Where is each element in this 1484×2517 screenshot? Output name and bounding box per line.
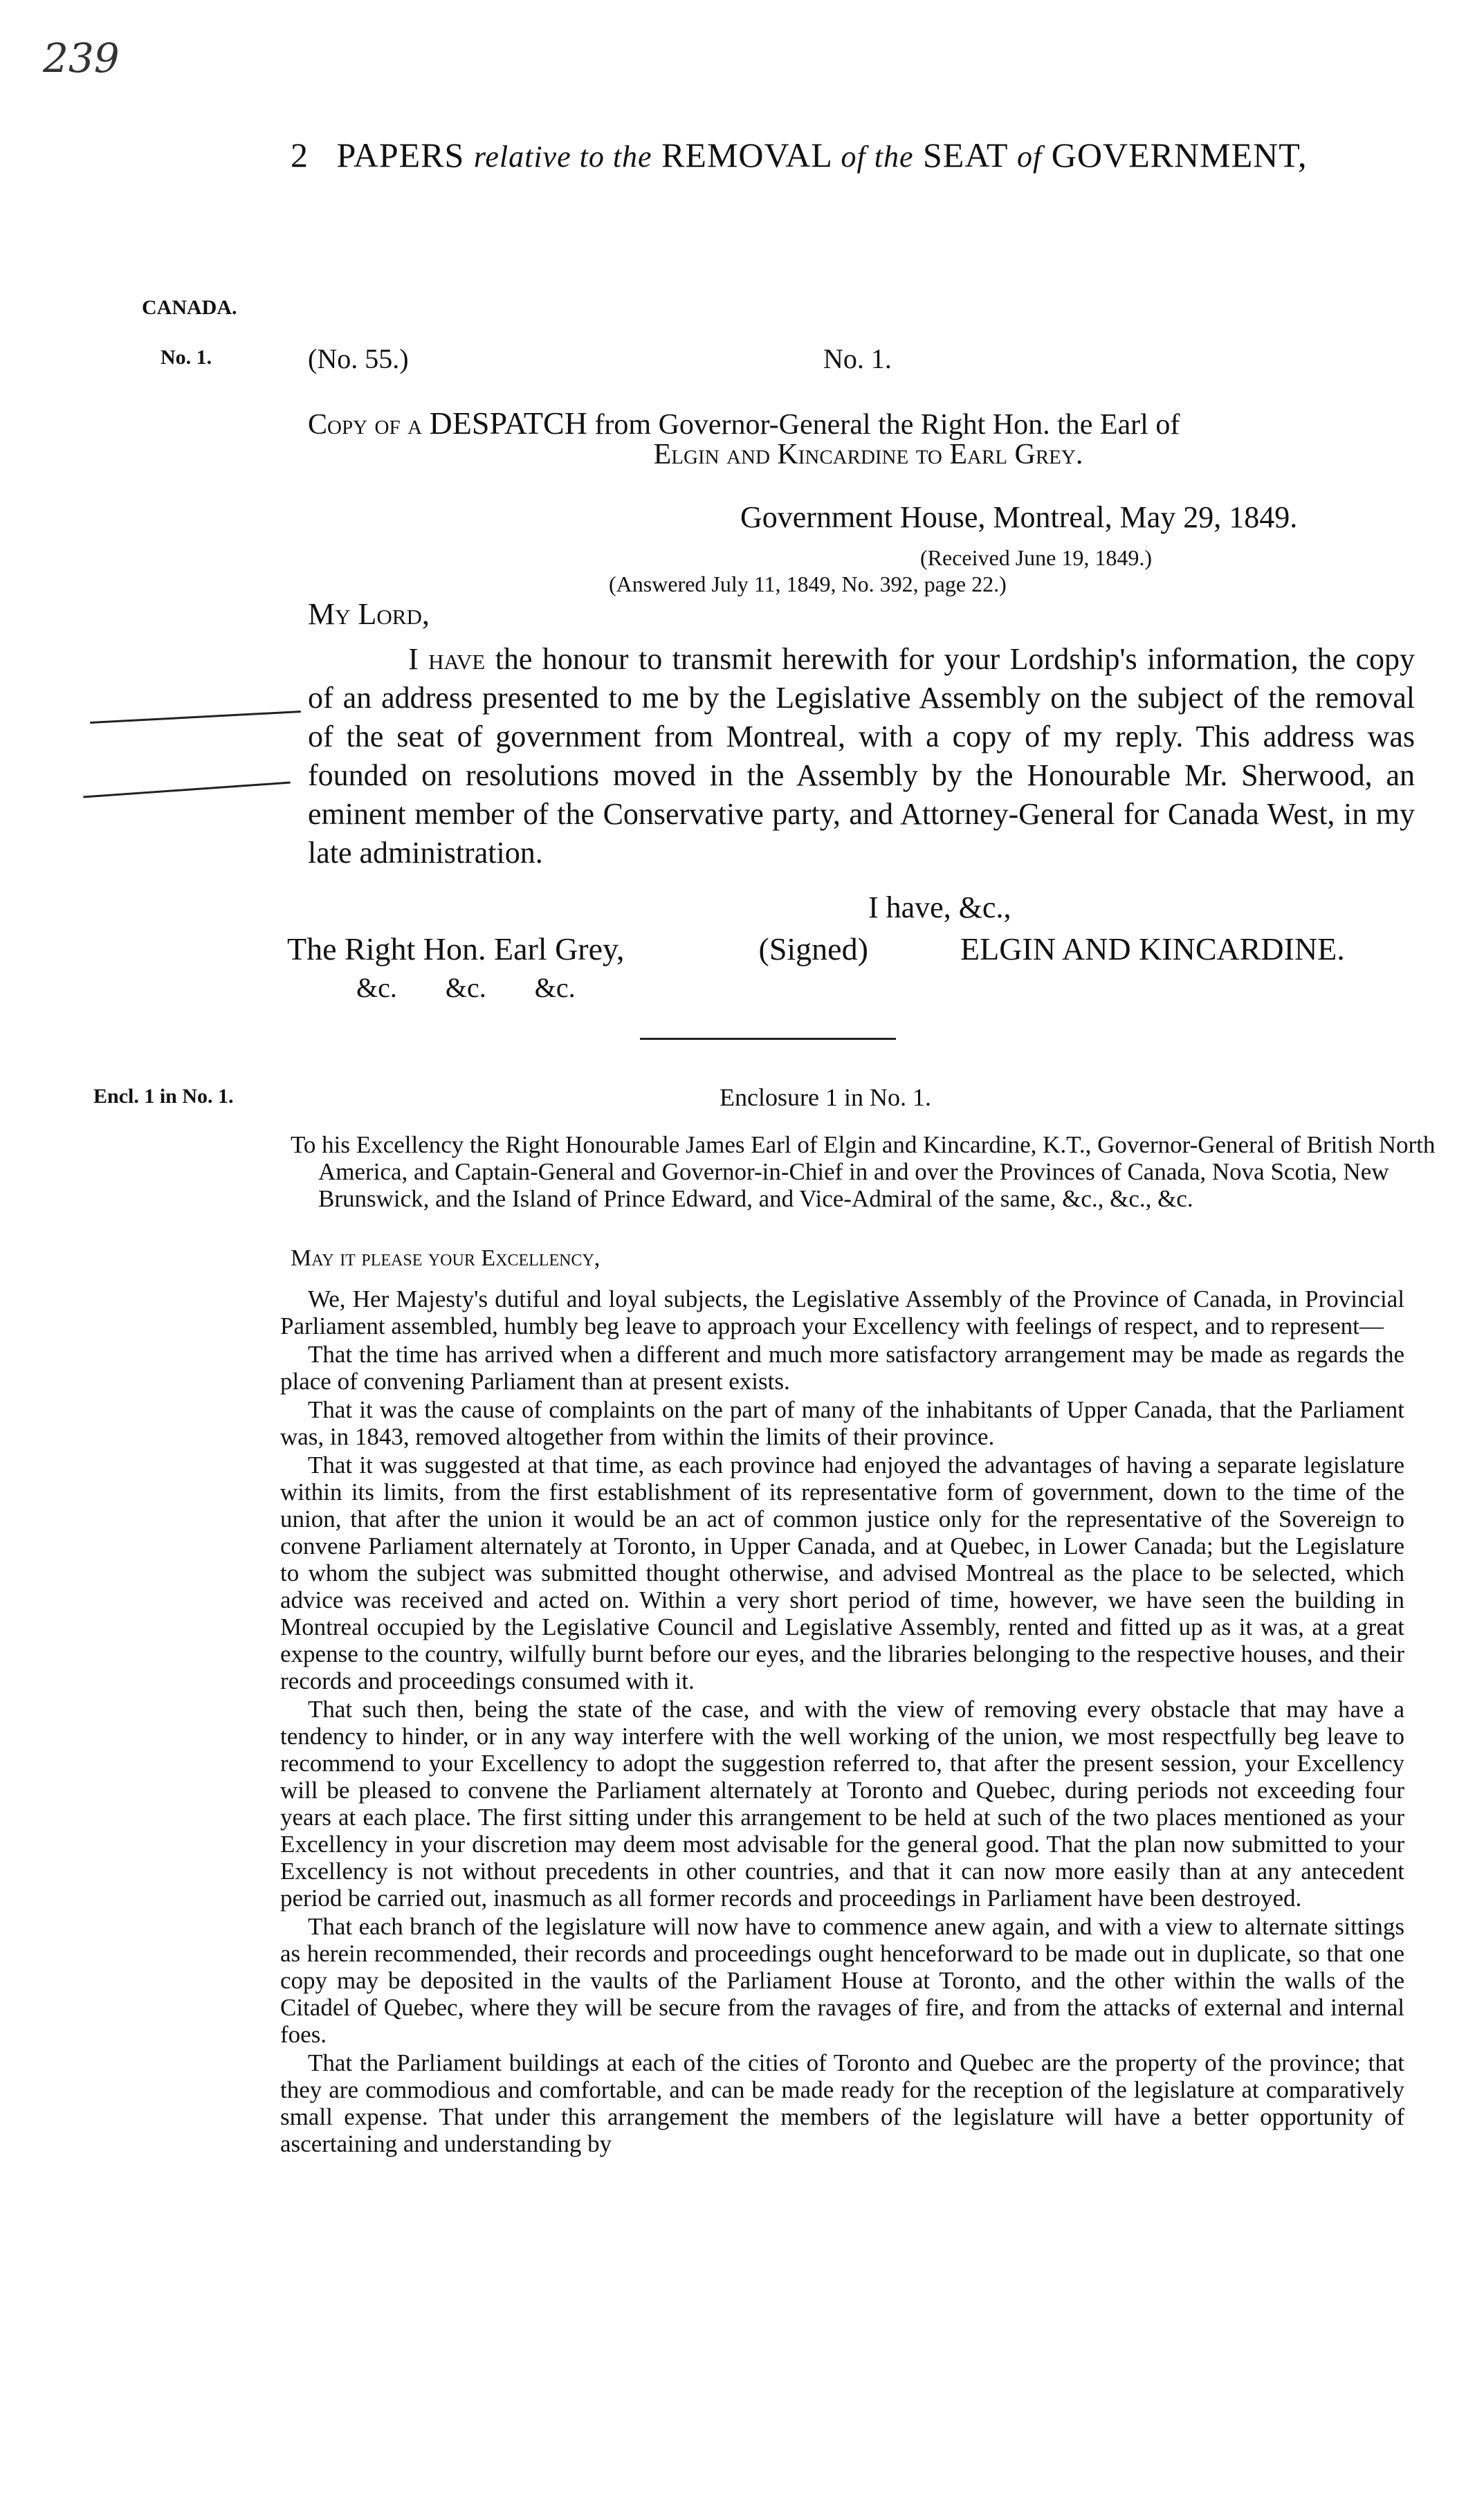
running-head-part: PAPERS (336, 136, 465, 174)
recipient-etc: &c. &c. &c. (356, 972, 576, 1003)
running-head-part: SEAT (922, 136, 1008, 174)
despatch-number: No. 1. (823, 343, 892, 374)
enclosure-heading: Enclosure 1 in No. 1. (720, 1083, 931, 1111)
dateline: Government House, Montreal, May 29, 1849. (740, 500, 1298, 534)
enclosure-greeting: May it please your Excellency, (291, 1245, 601, 1271)
signed-label: (Signed) (758, 931, 868, 967)
title-despatch: DESPATCH (429, 405, 587, 441)
received-note: (Received June 19, 1849.) (920, 545, 1153, 570)
margin-number: No. 1. (161, 346, 212, 369)
section-rule (640, 1038, 896, 1040)
title-copy: Copy of a (308, 409, 423, 441)
running-head-part: of (1017, 140, 1043, 174)
margin-pen-stroke (83, 782, 290, 798)
enclosure-paragraph: We, Her Majesty's dutiful and loyal subjects, the Legislative Assembly of the Province of Canada, in Provincial Parliament assembled, humbly beg leave to approach your Excellency with feelings of respect, and to represent— (280, 1285, 1404, 1339)
enclosure-paragraph: That each branch of the legislature will now have to commence anew again, and with a view to alternate sittings as herein recommended, their records and proceedings ought henceforward to be made out in duplicate, so that one copy may be deposited in the vaults of the Parliament House at Toronto, and the other within the walls of the Citadel of Quebec, where they will be secure from the ravages of fire, and from the attacks of external and internal foes. (280, 1913, 1404, 2048)
running-head-part: relative to the (473, 140, 652, 174)
closing: I have, &c., (868, 890, 1011, 924)
signature-line (287, 931, 1422, 967)
salutation: My Lord, (308, 597, 430, 631)
running-head-part: REMOVAL (661, 136, 832, 174)
enclosure-paragraph: That the time has arrived when a different and much more satisfactory arrangement may be made as regards the place of convening Parliament than at present exists. (280, 1341, 1404, 1395)
despatch-title (308, 405, 1429, 441)
signature: ELGIN AND KINCARDINE. (960, 931, 1345, 967)
enclosure-paragraph: That it was suggested at that time, as each province had enjoyed the advantages of having a separate legislature within its limits, from the first establishment of its representative form of government, down to the time of the union, that after the union it would be an act of common justice only for the representative of the Sovereign to convene Parliament alternately at Toronto, in Upper Canada, and at Quebec, in Lower Canada; but the Legislature to whom the subject was submitted thought otherwise, and advised Montreal as the place to be selected, which advice was received and acted on. Within a very short period of time, however, we have seen the building in Montreal occupied by the Legislative Council and Legislative Assembly, rented and fitted up as it was, at a great expense to the country, wilfully burnt before our eyes, and the libraries belonging to the respective houses, and their records and proceedings consumed with it. (280, 1452, 1404, 1694)
body-text: the honour to transmit herewith for your Lordship's information, the copy of an address presented to me by the Legislative Assembly on the subject of the removal of the seat of government from Montreal, with a copy of my reply. This address was founded on resolutions moved in the Assembly by the Honourable Mr. Sherwood, an eminent member of the Conservative party, and Attorney-General for Canada West, in my late administration. (308, 642, 1415, 870)
enclosure-paragraph: That it was the cause of complaints on the part of many of the inhabitants of Upper Canada, that the Parliament was, in 1843, removed altogether from within the limits of their province. (280, 1396, 1404, 1450)
recipient: The Right Hon. Earl Grey, (287, 931, 625, 967)
answered-note: (Answered July 11, 1849, No. 392, page 22.) (609, 571, 1007, 596)
running-head-part: GOVERNMENT, (1051, 136, 1308, 174)
enclosure-paragraph: That such then, being the state of the case, and with the view of removing every obstacle that may have a tendency to hinder, or in any way interfere with the well working of the union, we most respectfully beg leave to recommend to your Excellency to adopt the suggestion referred to, that after the present session, your Excellency will be pleased to convene the Parliament alternately at Toronto and Quebec, during periods not exceeding four years at each place. The first sitting under this arrangement to be held at such of the two places mentioned as your Excellency in your discretion may deem most advisable for the general good. That the plan now submitted to your Excellency is not without precedents in other countries, and that it can now more easily than at any antecedent period be carried out, inasmuch as all former records and proceedings in Parliament have been destroyed. (280, 1696, 1404, 1912)
despatch-body (308, 640, 1415, 872)
despatch-title-line2: Elgin and Kincardine to Earl Grey. (653, 439, 1083, 470)
running-head (291, 135, 1432, 175)
margin-province: CANADA. (142, 296, 237, 319)
enclosure-paragraph: That the Parliament buildings at each of the cities of Toronto and Quebec are the property of the province; that they are commodious and comfortable, and can be made ready for the reception of the legislature at comparatively small expense. That under this arrangement the members of the legislature will have a better opportunity of ascertaining and understanding by (280, 2049, 1404, 2157)
enclosure-addressee: To his Excellency the Right Honourable James Earl of Elgin and Kincardine, K.T., Governor-General of British North America, and Captain-General and Governor-in-Chief in and over the Provinces of Canada, Nova Scotia, New Brunswick, and the Island of Prince Edward, and Vice-Admiral of the same, &c., &c., &c. (291, 1131, 1436, 1212)
enclosure-text (280, 1285, 1404, 2159)
despatch-reference: (No. 55.) (308, 343, 409, 374)
page-number: 2 (291, 136, 309, 174)
pencil-folio-number: 239 (43, 35, 120, 82)
margin-enclosure: Encl. 1 in No. 1. (93, 1085, 234, 1108)
running-head-part: of the (841, 140, 914, 174)
title-rest: from Governor-General the Right Hon. the Earl of (594, 409, 1180, 441)
body-lead: I have (408, 642, 486, 676)
margin-pen-stroke (90, 711, 301, 724)
